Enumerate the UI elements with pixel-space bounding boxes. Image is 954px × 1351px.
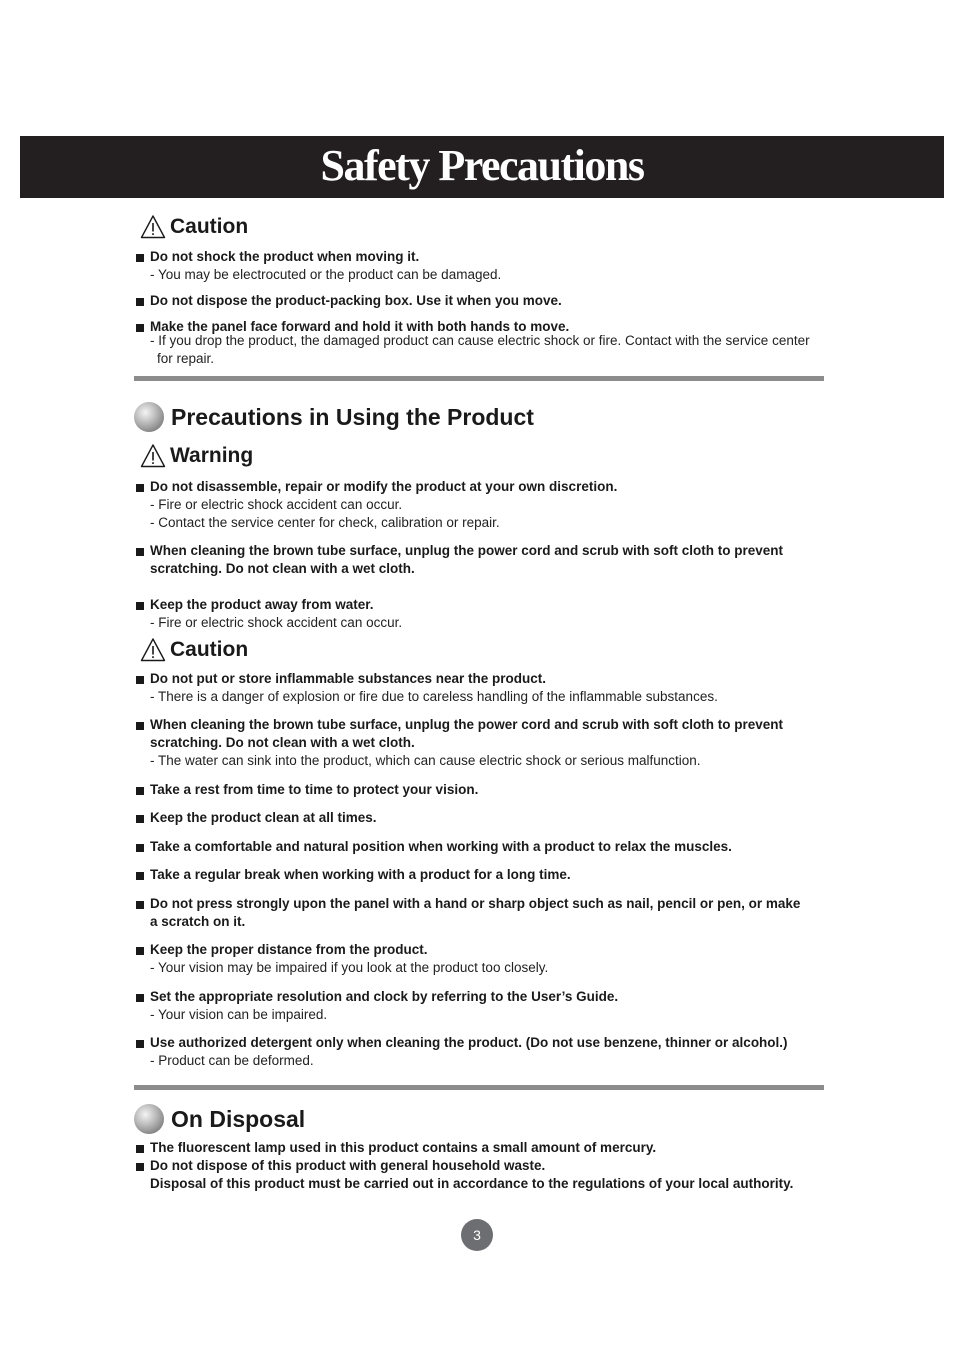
square-bullet-icon: [136, 994, 144, 1002]
warning-triangle-icon: [140, 637, 166, 663]
list-item: Do not press strongly upon the panel with a hand or sharp object such as nail, pencil or pen, or make a scratch on it.: [135, 895, 815, 931]
list-item: Take a comfortable and natural position when working with a product to relax the muscles.: [135, 838, 815, 856]
list-item: Take a rest from time to time to protect your vision.: [135, 781, 815, 799]
title-bar: [20, 136, 944, 198]
list-item: Keep the product away from water. - Fire or electric shock accident can occur.: [135, 596, 815, 632]
square-bullet-icon: [136, 254, 144, 262]
list-item: Do not dispose the product-packing box. Use it when you move.: [135, 292, 815, 310]
square-bullet-icon: [136, 901, 144, 909]
list-item: Keep the product clean at all times.: [135, 809, 815, 827]
list-item: Keep the proper distance from the product. - Your vision may be impaired if you look at the product too closely.: [135, 941, 815, 977]
section-heading-disposal: On Disposal: [134, 1103, 305, 1135]
square-bullet-icon: [136, 844, 144, 852]
section-divider: [134, 376, 824, 381]
square-bullet-icon: [136, 1163, 144, 1171]
warning-label: Warning: [170, 444, 254, 467]
square-bullet-icon: [136, 484, 144, 492]
page-number: 3: [461, 1219, 493, 1251]
square-bullet-icon: [136, 548, 144, 556]
square-bullet-icon: [136, 1040, 144, 1048]
caution-heading-top: [140, 213, 248, 241]
list-item: Do not shock the product when moving it. - You may be electrocuted or the product can be damaged.: [135, 248, 815, 284]
square-bullet-icon: [136, 787, 144, 795]
list-item: When cleaning the brown tube surface, unplug the power cord and scrub with soft cloth to prevent scratching. Do not clean with a wet cloth.: [135, 542, 815, 578]
caution-label: Caution: [170, 215, 249, 238]
square-bullet-icon: [136, 676, 144, 684]
square-bullet-icon: [136, 722, 144, 730]
list-item: Set the appropriate resolution and clock by referring to the User’s Guide. - Your vision can be impaired.: [135, 988, 815, 1024]
warning-triangle-icon: [140, 214, 166, 240]
section-divider: [134, 1085, 824, 1090]
list-item: Make the panel face forward and hold it with both hands to move. - If you drop the product, the damaged product can cause electric shock or fire. Contact with the service center for repair.: [135, 318, 815, 368]
caution-label: Caution: [170, 638, 249, 661]
list-item: Take a regular break when working with a product for a long time.: [135, 866, 815, 884]
square-bullet-icon: [136, 947, 144, 955]
square-bullet-icon: [136, 602, 144, 610]
list-item: Do not dispose of this product with general household waste. Disposal of this product must be carried out in accordance to the regulations of your local authority.: [135, 1157, 835, 1193]
list-item: When cleaning the brown tube surface, unplug the power cord and scrub with soft cloth to prevent scratching. Do not clean with a wet cloth. - The water can sink into the product, which can cause electric shock or serious malfunction.: [135, 716, 815, 770]
square-bullet-icon: [136, 298, 144, 306]
list-item: Do not put or store inflammable substances near the product. - There is a danger of explosion or fire due to careless handling of the inflammable substances.: [135, 670, 815, 706]
caution-heading-using: [140, 636, 248, 664]
warning-heading: [140, 442, 253, 470]
sphere-bullet-icon: [134, 402, 164, 432]
list-item: Do not disassemble, repair or modify the product at your own discretion. - Fire or electric shock accident can occur. - Contact the service center for check, calibration or repair.: [135, 478, 815, 532]
square-bullet-icon: [136, 872, 144, 880]
page-title: Safety Precautions: [320, 141, 644, 190]
list-item: Use authorized detergent only when cleaning the product. (Do not use benzene, thinner or alcohol.) - Product can be deformed.: [135, 1034, 815, 1070]
sphere-bullet-icon: [134, 1104, 164, 1134]
section-heading-using: Precautions in Using the Product: [134, 401, 534, 433]
warning-triangle-icon: [140, 443, 166, 469]
list-item: The fluorescent lamp used in this product contains a small amount of mercury.: [135, 1139, 815, 1157]
square-bullet-icon: [136, 324, 144, 332]
square-bullet-icon: [136, 1145, 144, 1153]
square-bullet-icon: [136, 815, 144, 823]
